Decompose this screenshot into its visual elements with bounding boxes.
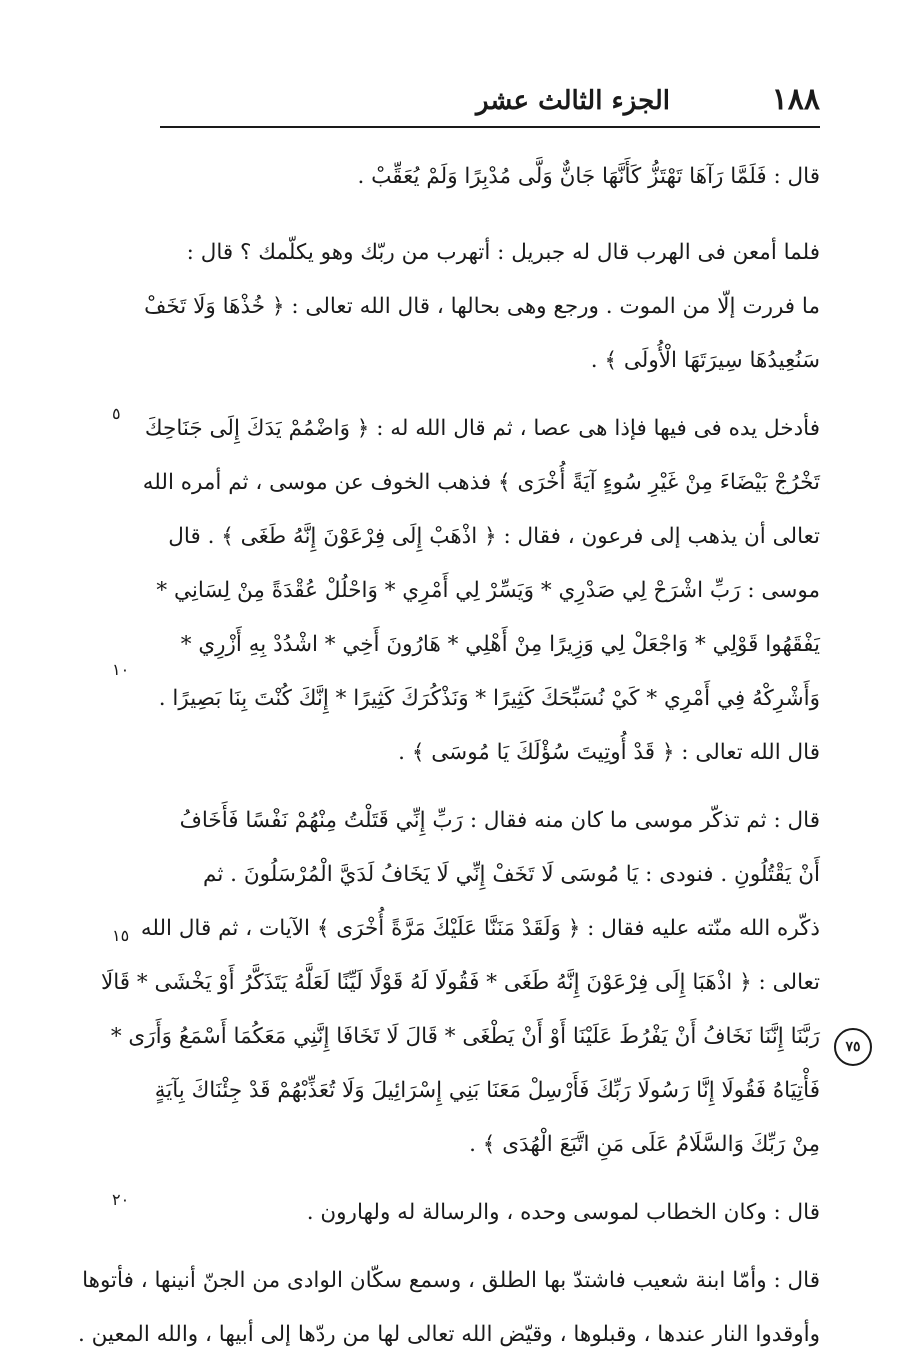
paragraph: [77, 1254, 820, 1362]
text-line: قال الله تعالى : ﴿ قَدْ أُوتِيتَ سُؤْلَكَ يَا مُوسَى ﴾ .: [398, 740, 820, 765]
text-line: قال : ثم تذكّر موسى ما كان منه فقال : رَبِّ إِنِّي قَتَلْتُ مِنْهُمْ نَفْسًا فَأَخَافُ: [179, 808, 820, 833]
text-line: تعالى أن يذهب إلى فرعون ، فقال : ﴿ اذْهَبْ إِلَى فِرْعَوْنَ إِنَّهُ طَغَى ﴾ . قال: [168, 524, 820, 549]
text-line: وأوقدوا النار عندها ، وقبلوها ، وقيّض الله تعالى لها من ردّها إلى أبيها ، والله المعين .: [77, 1322, 820, 1347]
ornament-medallion: [834, 1028, 872, 1066]
ornament-number: ٧٥: [845, 1039, 861, 1055]
text-line: تَخْرُجْ بَيْضَاءَ مِنْ غَيْرِ سُوءٍ آيَةً أُخْرَى ﴾ فذهب الخوف عن موسى ، ثم أمره الله: [142, 470, 820, 495]
running-title: الجزء الثالث عشر: [475, 86, 670, 116]
text-line: فَأْتِيَاهُ فَقُولَا إِنَّا رَسُولَا رَبِّكَ فَأَرْسِلْ مَعَنَا بَنِي إِسْرَائِيلَ وَلَا تُعَذِّبْهُمْ قَدْ جِئْنَاكَ بِآيَةٍ: [154, 1078, 820, 1103]
text-line: أَنْ يَقْتُلُونِ . فنودى : يَا مُوسَى لَا تَخَفْ إِنِّي لَا يَخَافُ لَدَيَّ الْمُرْسَلُونَ . ثم: [203, 862, 820, 887]
text-line: قال : وكان الخطاب لموسى وحده ، والرسالة له ولهارون .: [306, 1200, 820, 1225]
margin-line-number: ٥: [112, 404, 121, 423]
margin-line-number: ١٠: [112, 660, 130, 679]
page-number: ١٨٨: [771, 82, 820, 117]
text-line: ذكّره الله منّته عليه فقال : ﴿ وَلَقَدْ مَنَنَّا عَلَيْكَ مَرَّةً أُخْرَى ﴾ الآيات ، ثم قال الله: [140, 916, 820, 941]
text-line: فأدخل يده فى فيها فإذا هى عصا ، ثم قال الله له : ﴿ وَاضْمُمْ يَدَكَ إِلَى جَنَاحِكَ: [144, 416, 820, 441]
paragraph: [144, 226, 820, 388]
text-line: يَفْقَهُوا قَوْلِي * وَاجْعَلْ لِي وَزِيرًا مِنْ أَهْلِي * هَارُونَ أَخِي * اشْدُدْ بِهِ أَزْرِي *: [180, 632, 820, 657]
text-line: تعالى : ﴿ اذْهَبَا إِلَى فِرْعَوْنَ إِنَّهُ طَغَى * فَقُولَا لَهُ قَوْلًا لَيِّنًا لَعَلَّهُ يَتَذَكَّرُ أَوْ يَخْشَى * قَالَا: [100, 970, 820, 995]
text-line: رَبَّنَا إِنَّنَا نَخَافُ أَنْ يَفْرُطَ عَلَيْنَا أَوْ أَنْ يَطْغَى * قَالَ لَا تَخَافَا إِنَّنِي مَعَكُمَا أَسْمَعُ وَأَرَى *: [110, 1024, 820, 1049]
text-line: مِنْ رَبِّكَ وَالسَّلَامُ عَلَى مَنِ اتَّبَعَ الْهُدَى ﴾ .: [469, 1132, 820, 1157]
margin-line-number: ٢٠: [112, 1190, 130, 1209]
text-line: موسى : رَبِّ اشْرَحْ لِي صَدْرِي * وَيَسِّرْ لِي أَمْرِي * وَاحْلُلْ عُقْدَةً مِنْ لِسَانِي *: [156, 578, 820, 603]
text-line: فلما أمعن فى الهرب قال له جبريل : أتهرب من ربّك وهو يكلّمك ؟ قال :: [186, 240, 820, 265]
text-line: قال : وأمّا ابنة شعيب فاشتدّ بها الطلق ، وسمع سكّان الوادى من الجنّ أنينها ، فأتوها: [82, 1268, 820, 1293]
paragraph: [165, 1186, 820, 1240]
paragraph: [142, 402, 820, 780]
page-header: [160, 82, 820, 122]
text-line: سَنُعِيدُهَا سِيرَتَهَا الْأُولَى ﴾ .: [590, 348, 820, 373]
text-line: وَأَشْرِكْهُ فِي أَمْرِي * كَيْ نُسَبِّحَكَ كَثِيرًا * وَنَذْكُرَكَ كَثِيرًا * إِنَّكَ كُنْتَ بِنَا بَصِيرًا .: [158, 686, 820, 711]
text-line: قال : فَلَمَّا رَآهَا تَهْتَزُّ كَأَنَّهَا جَانٌّ وَلَّى مُدْبِرًا وَلَمْ يُعَقِّبْ .: [357, 164, 820, 189]
header-rule: [160, 126, 820, 128]
paragraph: [165, 150, 820, 204]
text-line: ما فررت إلّا من الموت . ورجع وهى بحالها ، قال الله تعالى : ﴿ خُذْهَا وَلَا تَخَفْ: [144, 294, 820, 319]
margin-line-number: ١٥: [112, 926, 130, 945]
